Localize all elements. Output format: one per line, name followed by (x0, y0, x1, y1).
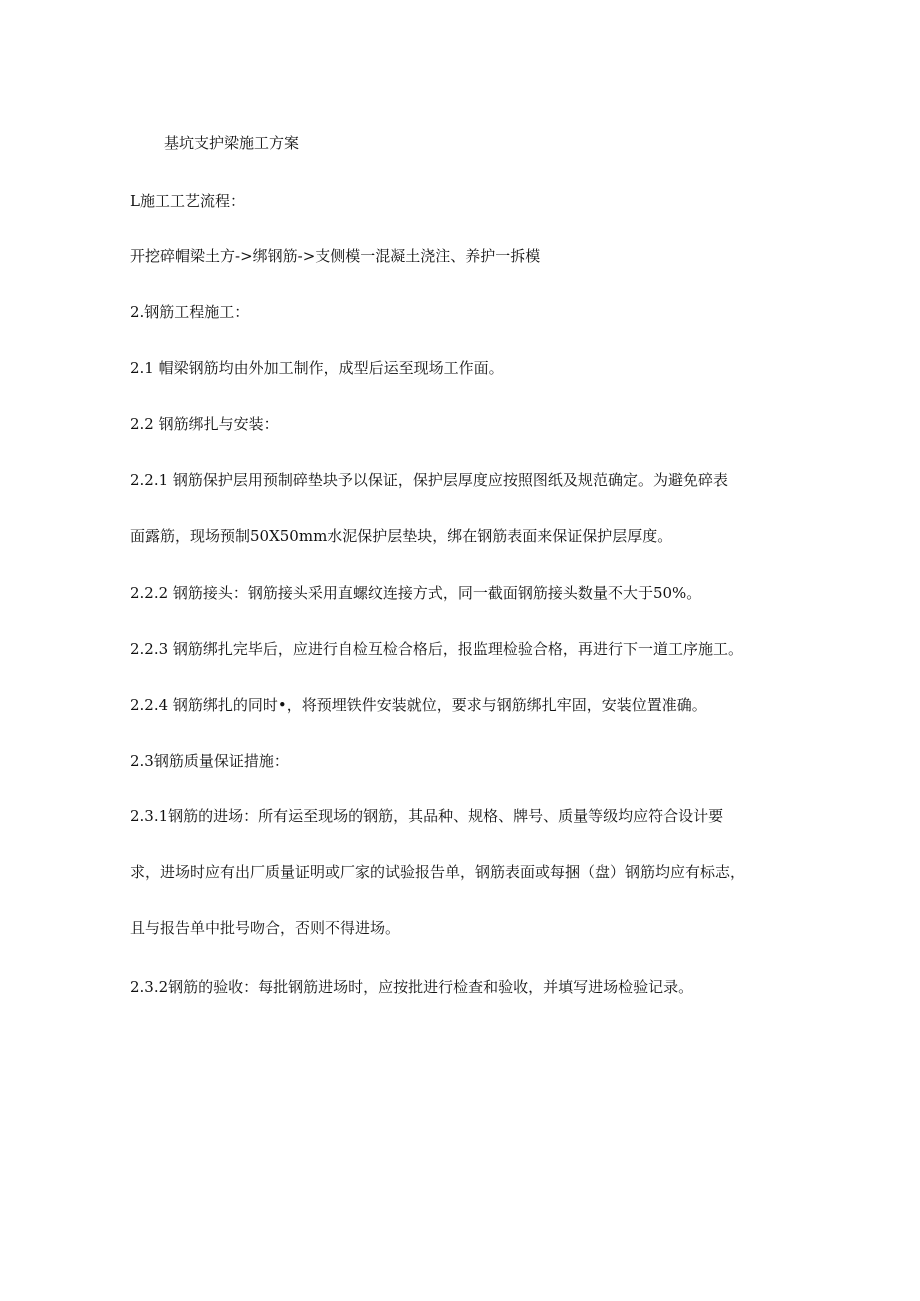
paragraph-2-2-1-line1: 2.2.1 钢筋保护层用预制碎垫块予以保证，保护层厚度应按照图纸及规范确定。为避免碎表 (130, 471, 728, 489)
paragraph-2-2-3: 2.2.3 钢筋绑扎完毕后，应进行自检互检合格后，报监理检验合格，再进行下一道工序施工。 (130, 640, 743, 658)
subheading-2-3: 2.3钢筋质量保证措施： (130, 752, 289, 770)
paragraph-2-2-4: 2.2.4 钢筋绑扎的同时•，将预埋铁件安装就位，要求与钢筋绑扎牢固，安装位置准确。 (130, 696, 707, 714)
paragraph-2-3-1-line3: 且与报告单中批号吻合，否则不得进场。 (130, 919, 401, 937)
section-heading-process: L施工工艺流程： (130, 192, 245, 210)
paragraph-2-1: 2.1 帽梁钢筋均由外加工制作，成型后运至现场工作面。 (130, 359, 504, 377)
paragraph-2-3-1-line2: 求，进场时应有出厂质量证明或厂家的试验报告单，钢筋表面或每捆（盘）钢筋均应有标志， (130, 863, 746, 881)
paragraph-2-2-2: 2.2.2 钢筋接头：钢筋接头采用直螺纹连接方式，同一截面钢筋接头数量不大于50%。 (130, 584, 702, 602)
paragraph-2-2-1-line2: 面露筋，现场预制50X50mm水泥保护层垫块，绑在钢筋表面来保证保护层厚度。 (130, 527, 673, 545)
paragraph-2-3-1-line1: 2.3.1钢筋的进场：所有运至现场的钢筋，其品种、规格、牌号、质量等级均应符合设计要 (130, 807, 724, 825)
subheading-2-2: 2.2 钢筋绑扎与安装： (130, 415, 279, 433)
document-title: 基坑支护梁施工方案 (164, 134, 300, 152)
section-heading-rebar: 2.钢筋工程施工： (130, 303, 250, 321)
paragraph-2-3-2: 2.3.2钢筋的验收：每批钢筋进场时，应按批进行检查和验收，并填写进场检验记录。 (130, 978, 694, 996)
paragraph-process-flow: 开挖碎帽梁土方->绑钢筋->支侧模一混凝土浇注、养护一拆模 (130, 247, 541, 265)
